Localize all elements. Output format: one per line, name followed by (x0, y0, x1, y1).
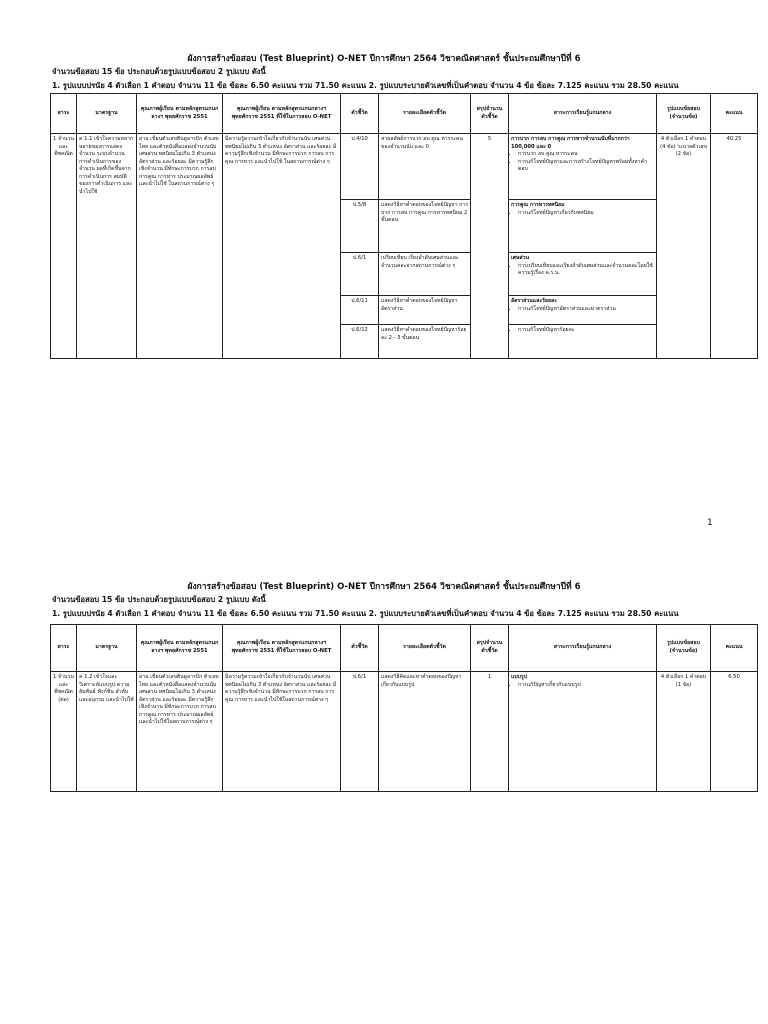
blueprint-table-page2 (50, 624, 758, 792)
header-standard: มาตรฐาน (77, 94, 137, 134)
header-sara: สาระ (51, 94, 77, 134)
cell-indicator: ป.6/12 (341, 325, 379, 359)
exam-format-line: 1. รูปแบบปรนัย 4 ตัวเลือก 1 คำตอบ จำนวน 11 ข้อ ข้อละ 6.50 คะแนน รวม 71.50 คะแนน 2. รูปแบบระบายตัวเลขที่เป็นคำตอบ จำนวน 4 ข้อ ข้อละ 7.125 คะแนน รวม 28.50 คะแนน (52, 81, 679, 90)
cell-sara: 1 จำนวน และ พีชคณิต (51, 134, 77, 359)
header-score: คะแนน (711, 625, 758, 672)
header-sara: สาระ (51, 625, 77, 672)
cell-standard: ค 1.2 เข้าใจและวิเคราะห์แบบรูป ความสัมพันธ์ ฟังก์ชัน ลำดับ และอนุกรม และนำไปใช้ (77, 672, 137, 792)
header-detail: รายละเอียดตัวชี้วัด (379, 625, 471, 672)
cell-quality1: อ่าน เขียนตัวเลขฮินดูอารบิก ตัวเลขไทย และตัวหนังสือแสดงจำนวนนับ เศษส่วน ทศนิยมไม่เกิน 3 ตำแหน่ง อัตราส่วน และร้อยละ มีความรู้สึกเชิงจำนวน มีทักษะการบวก การลบ การคูณ การหาร ประมาณผลลัพธ์ และนำไปใช้ ในสถานการณ์ต่าง ๆ (137, 134, 223, 359)
header-quality2: คุณภาพผู้เรียน ตามหลักสูตรแกนกลางฯ พุทธศักราช 2551 ที่ใช้ในการสอบ O-NET (223, 625, 341, 672)
table-header-row (51, 625, 758, 672)
cell-detail: แสดงวิธีหาคำตอบของโจทย์ปัญหาร้อยละ 2 - 3 ขั้นตอน (379, 325, 471, 359)
cell-score: 40.25 (711, 134, 758, 359)
core-title: เศษส่วน (511, 255, 530, 261)
header-quality2: คุณภาพผู้เรียน ตามหลักสูตรแกนกลางฯ พุทธศักราช 2551 ที่ใช้ในการสอบ O-NET (223, 94, 341, 134)
header-format: รูปแบบข้อสอบ (จำนวนข้อ) (657, 94, 711, 134)
cell-quality1: อ่าน เขียนตัวเลขฮินดูอารบิก ตัวเลขไทย และตัวหนังสือแสดงจำนวนนับ เศษส่วน ทศนิยมไม่เกิน 3 ตำแหน่ง อัตราส่วน และร้อยละ มีความรู้สึกเชิงจำนวน มีทักษะการบวก การลบ การคูณ การหาร ประมาณผลลัพธ์ และนำไปใช้ในสถานการณ์ต่าง ๆ (137, 672, 223, 792)
exam-count-line: จำนวนข้อสอบ 15 ข้อ ประกอบด้วยรูปแบบข้อสอบ 2 รูปแบบ ดังนี้ (52, 595, 266, 604)
cell-core (509, 296, 657, 325)
cell-detail: หาผลลัพธ์การบวก ลบ คูณ หารระคนของจำนวนนับ และ 0 (379, 134, 471, 200)
cell-indicator: ป.5/8 (341, 200, 379, 253)
header-core: สาระการเรียนรู้แกนกลาง (509, 625, 657, 672)
core-bullet: • การแก้โจทย์ปัญหาเกี่ยวกับทศนิยม (518, 210, 654, 218)
cell-core (509, 253, 657, 296)
cell-detail: แสดงวิธีหาคำตอบของโจทย์ปัญหาอัตราส่วน (379, 296, 471, 325)
header-indicator: ตัวชี้วัด (341, 94, 379, 134)
table-row (51, 134, 758, 200)
cell-core (509, 134, 657, 200)
header-indicator: ตัวชี้วัด (341, 625, 379, 672)
cell-core (509, 672, 657, 792)
cell-standard: ค 1.1 เข้าใจความหลากหลายของการแสดงจำนวน ระบบจำนวน การดำเนินการของจำนวน ผลที่เกิดขึ้นจากการดำเนินการ สมบัติของการดำเนินการ และนำไปใช้ (77, 134, 137, 359)
cell-indicator: ป.4/10 (341, 134, 379, 200)
header-standard: มาตรฐาน (77, 625, 137, 672)
core-title: การคูณ การหารทศนิยม (511, 202, 565, 208)
exam-count-line: จำนวนข้อสอบ 15 ข้อ ประกอบด้วยรูปแบบข้อสอบ 2 รูปแบบ ดังนี้ (52, 67, 266, 76)
core-bullet: • การแก้โจทย์ปัญหาและการสร้างโจทย์ปัญหาพร้อมทั้งหาคำตอบ (518, 159, 654, 174)
exam-format-line: 1. รูปแบบปรนัย 4 ตัวเลือก 1 คำตอบ จำนวน 11 ข้อ ข้อละ 6.50 คะแนน รวม 71.50 คะแนน 2. รูปแบบระบายตัวเลขที่เป็นคำตอบ จำนวน 4 ข้อ ข้อละ 7.125 คะแนน รวม 28.50 คะแนน (52, 609, 679, 618)
page-number: 1 (707, 518, 713, 528)
table-row (51, 672, 758, 792)
core-bullet: • การบวก ลบ คูณ หารระคน (518, 151, 654, 159)
header-score: คะแนน (711, 94, 758, 134)
header-detail: รายละเอียดตัวชี้วัด (379, 94, 471, 134)
cell-summary: 1 (471, 672, 509, 792)
cell-core (509, 325, 657, 359)
blueprint-table-page1 (50, 93, 758, 359)
cell-sara: 1 จำนวน และ พีชคณิต (ต่อ) (51, 672, 77, 792)
cell-detail: เปรียบเทียบ เรียงลำดับเศษส่วนและจำนวนคละจากสถานการณ์ต่าง ๆ (379, 253, 471, 296)
cell-indicator: ป.6/1 (341, 253, 379, 296)
core-bullet: • การแก้โจทย์ปัญหาอัตราส่วนและมาตราส่วน (518, 306, 654, 314)
core-title: แบบรูป (511, 674, 528, 680)
core-bullet: • การแก้โจทย์ปัญหาร้อยละ (518, 327, 654, 335)
cell-quality2: มีความรู้ความเข้าใจเกี่ยวกับจำนวนนับ เศษส่วน ทศนิยมไม่เกิน 3 ตำแหน่ง อัตราส่วน และร้อยละ มีความรู้สึกเชิงจำนวน มีทักษะการบวก การลบ การคูณ การหาร และนำไปใช้ ในสถานการณ์ต่าง ๆ (223, 134, 341, 359)
cell-indicator: ป.6/1 (341, 672, 379, 792)
cell-detail: แสดงวิธีคิดและหาคำตอบของปัญหาเกี่ยวกับแบบรูป (379, 672, 471, 792)
header-core: สาระการเรียนรู้แกนกลาง (509, 94, 657, 134)
core-title: การบวก การลบ การคูณ การหารจำนวนนับที่มากกว่า 100,000 และ 0 (511, 136, 630, 150)
header-quality1: คุณภาพผู้เรียน ตามหลักสูตรแกนกลางฯ พุทธศักราช 2551 (137, 94, 223, 134)
cell-summary: 5 (471, 134, 509, 359)
header-summary: สรุปจำนวน ตัวชี้วัด (471, 625, 509, 672)
header-summary: สรุปจำนวน ตัวชี้วัด (471, 94, 509, 134)
cell-detail: แสดงวิธีหาคำตอบของโจทย์ปัญหา การบวก การลบ การคูณ การหารทศนิยม 2 ขั้นตอน (379, 200, 471, 253)
cell-format: 4 ตัวเลือก 1 คำตอบ (4 ข้อ) ระบายตัวเลข (2 ข้อ) (657, 134, 711, 359)
cell-indicator: ป.6/11 (341, 296, 379, 325)
table-header-row (51, 94, 758, 134)
core-title: อัตราส่วนและร้อยละ (511, 298, 558, 304)
doc-title: ผังการสร้างข้อสอบ (Test Blueprint) O-NET ปีการศึกษา 2564 วิชาคณิตศาสตร์ ชั้นประถมศึกษาปีที่ 6 (187, 54, 581, 64)
core-bullet: • การเปรียบเทียบและเรียงลำดับเศษส่วนและจำนวนคละโดยใช้ความรู้เรื่อง ค.ร.น. (518, 263, 654, 278)
core-bullet: • การแก้ปัญหาเกี่ยวกับแบบรูป (518, 682, 654, 690)
cell-format: 4 ตัวเลือก 1 คำตอบ (1 ข้อ) (657, 672, 711, 792)
doc-title: ผังการสร้างข้อสอบ (Test Blueprint) O-NET ปีการศึกษา 2564 วิชาคณิตศาสตร์ ชั้นประถมศึกษาปีที่ 6 (187, 582, 581, 592)
header-format: รูปแบบข้อสอบ (จำนวนข้อ) (657, 625, 711, 672)
cell-quality2: มีความรู้ความเข้าใจเกี่ยวกับจำนวนนับ เศษส่วน ทศนิยมไม่เกิน 3 ตำแหน่ง อัตราส่วน และร้อยละ มีความรู้สึกเชิงจำนวน มีทักษะการบวก การลบ การคูณ การหาร และนำไปใช้ในสถานการณ์ต่าง ๆ (223, 672, 341, 792)
cell-score: 6.50 (711, 672, 758, 792)
header-quality1: คุณภาพผู้เรียน ตามหลักสูตรแกนกลางฯ พุทธศักราช 2551 (137, 625, 223, 672)
cell-core (509, 200, 657, 253)
